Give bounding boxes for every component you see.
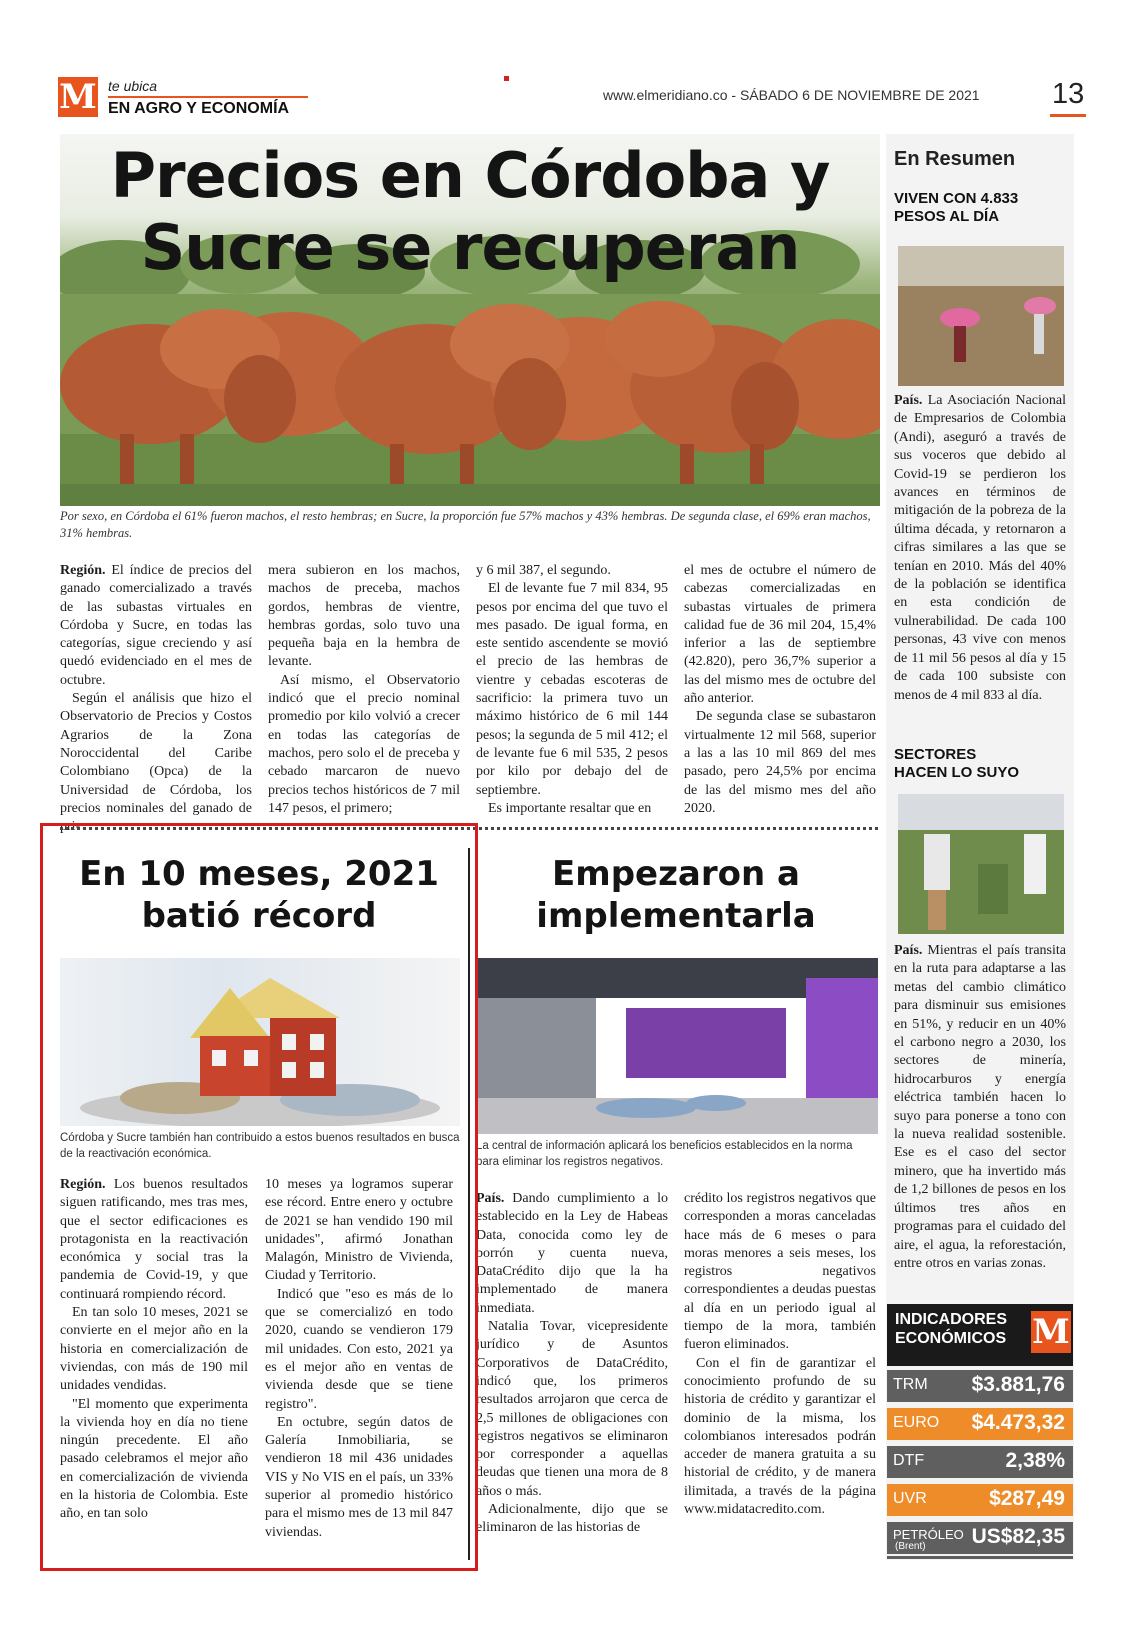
environment-illustration [898, 794, 1064, 934]
indicator-row-trm [887, 1370, 1073, 1402]
paragraph: y 6 mil 387, el segundo. [476, 563, 611, 578]
heading-line: VIVEN CON 4.833 [894, 190, 1019, 207]
indicator-name: EURO [893, 1414, 940, 1431]
paragraph: Dando cumplimiento a lo establecido en la Ley de Habeas Data, conocida como ley de borrón y cuenta nueva, DataCrédito dijo que la ha implementado de manera inmediata. [476, 1191, 668, 1316]
indicator-value: 2,38% [1005, 1449, 1065, 1472]
paragraph: Es importante resaltar que en [488, 800, 652, 816]
paragraph: Mientras el país transita en la ruta para adaptarse a las metas del cambio climático para disminuir sus emisiones en 51%, y reducir en un 40% el carbono negro a 2030, los sectores de minería, hidrocarburos y energía eléctrica también hacen lo suyo para ponerse a tono con la nueva realidad sostenible. Ese es el caso del sector minero, que ha invertido más de 1,2 billones de pesos en los últimos tres años en programas para el cuidado del aire, el agua, la reforestación, entre otros en varias zonas. [894, 943, 1066, 1271]
main-headline-line-1: Precios en Córdoba y [110, 139, 830, 212]
paragraph: Adicionalmente, dijo que se eliminaron de las historias de [476, 1502, 668, 1536]
indicator-value: $4.473,32 [971, 1411, 1065, 1434]
indicator-row-uvr [887, 1484, 1073, 1516]
indicator-value: US$82,35 [971, 1525, 1065, 1548]
right-story-headline [476, 853, 876, 937]
indicators-bottom-rule [887, 1556, 1073, 1559]
indicator-value: $3.881,76 [971, 1373, 1065, 1396]
main-photo-caption: Por sexo, en Córdoba el 61% fueron machos, el resto hembras; en Sucre, la proporción fue 57% machos y 43% hembras. De segunda clase, el 69% eran machos, 31% hembras. [60, 509, 871, 540]
right-headline-line-1: Empezaron a [552, 854, 800, 894]
paragraph: Indicó que "eso es más de lo que se comercializó en todo 2020, cuando se vendieron 179 mil unidades. Con esto, 2021 ya es el mejor año en ventas de vivienda desde que se tiene registro". [265, 1286, 453, 1412]
newspaper-logo: M [59, 77, 97, 117]
indicator-row-petroleo [887, 1522, 1073, 1554]
left-headline-line-1: En 10 meses, 2021 [79, 854, 439, 894]
heading-line: SECTORES [894, 746, 977, 763]
main-headline-line-2: Sucre se recuperan [140, 211, 800, 284]
indicator-row-dtf [887, 1446, 1073, 1478]
main-column-1 [60, 562, 252, 836]
paragraph: Así mismo, el Observatorio indicó que el precio nominal promedio por kilo volvió a crecer en todas las categorías de machos, pero solo el de preceba y cebado marcaron de nuevo precios techos históricos de 7 mil 147 pesos, el primero; [268, 672, 460, 816]
poverty-photo [898, 246, 1064, 386]
dateline-lead: País. [894, 943, 923, 958]
environment-photo [898, 794, 1064, 934]
dateline: www.elmeridiano.co - SÁBADO 6 DE NOVIEMBRE DE 2021 [603, 87, 980, 103]
indicator-name: PETRÓLEO [893, 1527, 964, 1542]
paragraph: Natalia Tovar, vicepresidente jurídico y de Asuntos Corporativos de DataCrédito, indicó que, los primeros resultados arrojaron que cerca de 2,5 millones de obligaciones con registros negativos se eliminaron por corresponder a aquellas deudas que tienen una mora de 8 años o más. [476, 1319, 668, 1499]
heading-line: PESOS AL DÍA [894, 208, 1000, 225]
poverty-illustration [898, 246, 1064, 386]
right-story-caption: La central de información aplicará los beneficios establecidos en la norma para eliminar los registros negativos. [476, 1140, 853, 1168]
indicator-subname: (Brent) [895, 1541, 926, 1552]
office-photo [476, 958, 878, 1134]
main-column-2 [268, 562, 460, 818]
paragraph: Según el análisis que hizo el Observatorio de Precios y Costos Agrarios de la Zona Noroccidental del Caribe Colombiano (Opca) de la Universidad de Córdoba, los precios nominales del ganado de pri- [60, 691, 252, 835]
indicator-name: TRM [893, 1376, 928, 1393]
sidebar-item-1-text [894, 392, 1066, 705]
indicators-title [895, 1310, 1007, 1348]
section-divider [108, 96, 308, 98]
paragraph: el mes de octubre el número de cabezas comercializadas en subastas virtuales de primera calidad fue de 36 mil 204, 15,4% inferior a las de septiembre (42.820), pero 36,7% superior a las del mismo mes de octubre del año anterior. [684, 563, 876, 707]
dateline-lead: Región. [60, 563, 106, 578]
left-headline-line-2: batió récord [141, 896, 377, 936]
sidebar-title: En Resumen [894, 148, 1016, 170]
red-mark [504, 76, 509, 81]
indicator-row-euro [887, 1408, 1073, 1440]
sidebar-item-2-heading [894, 746, 1066, 782]
page-number: 13 [1052, 78, 1085, 110]
indicators-title-line: ECONÓMICOS [895, 1330, 1007, 1347]
right-headline-line-2: implementarla [536, 896, 816, 936]
section-title: EN AGRO Y ECONOMÍA [108, 100, 290, 117]
paragraph: crédito los registros negativos que corresponden a moras canceladas hace más de 6 meses o para moras menores a seis meses, los registros negativos correspondientes a deudas puestas al día en un periodo igual al tiempo de la mora, también fueron eliminados. [684, 1191, 876, 1353]
paragraph: La Asociación Nacional de Empresarios de Colombia (Andi), aseguró a través de sus voceros que debido al Covid-19 se perdieron los avances en términos de mitigación de la pobreza de la última década, y retornaron a cifras similares a las que se tenían en 2010. Más del 40% de la población se identifica en esta condición de vulnerabilidad. De cada 100 personas, 43 vive con menos de 11 mil 56 pesos al día y 15 de cada 100 subsiste con menos de 4 mil 833 al día. [894, 393, 1066, 703]
paragraph: En octubre, según datos de Galería Inmobiliaria, se vendieron 18 mil 436 unidades VIS y No VIS en el país, un 33% superior al promedio histórico para el mismo mes de 13 mil 847 viviendas. [265, 1414, 453, 1540]
sidebar-item-1-heading [894, 190, 1066, 226]
dateline-lead: País. [894, 393, 923, 408]
main-column-3 [476, 562, 668, 818]
paragraph: mera subieron en los machos, machos de preceba, machos gordos, hembras de vientre, hembras gordas, solo tuvo una pequeña baja en la hembra de levante. [268, 563, 460, 670]
paragraph: En tan solo 10 meses, 2021 se convierte en el mejor año en la historia en comercialización de viviendas, con más de 190 mil unidades vendidas. [60, 1305, 248, 1394]
left-story-caption: Córdoba y Sucre también han contribuido a estos buenos resultados en busca de la reactivación económica. [60, 1132, 460, 1160]
right-story-column-1 [476, 1190, 668, 1538]
indicators-logo: M [1032, 1312, 1070, 1352]
office-illustration [476, 958, 878, 1134]
indicator-name: DTF [893, 1452, 925, 1469]
page-number-underline [1050, 114, 1086, 117]
main-headline [60, 140, 880, 284]
paragraph: El de levante fue 7 mil 834, 95 pesos por encima del que tuvo el mes pasado. De igual forma, en este sentido ascendente se movió el precio de las hembras de vientre y cebadas escoteras de sacrificio: la primera tuvo un máximo histórico de 6 mil 144 pesos; la segunda de 5 mil 412; el de levante fue 6 mil 535, 2 pesos por kilo por debajo del de septiembre. [476, 581, 668, 798]
heading-line: HACEN LO SUYO [894, 764, 1020, 781]
paragraph: De segunda clase se subastaron virtualmente 12 mil 568, superior a las a las 10 mil 869 del mes pasado, pero 24,5% por encima de las del mismo mes del año 2020. [684, 709, 876, 816]
indicator-value: $287,49 [989, 1487, 1065, 1510]
paragraph: 10 meses ya logramos superar ese récord. Entre enero y octubre de 2021 se han vendido 190 mil unidades", afirmó Jonathan Malagón, Ministro de Vivienda, Ciudad y Territorio. [265, 1177, 453, 1284]
right-story-column-2 [684, 1190, 876, 1519]
paragraph: Los buenos resultados siguen ratificando, mes tras mes, que el sector edificaciones es protagonista en la reactivación económica y social tras la pandemia de Covid-19, y que continuará rompiendo récord. [60, 1177, 248, 1302]
indicators-title-line: INDICADORES [895, 1311, 1008, 1328]
paragraph: "El momento que experimenta la vivienda hoy en día no tiene ningún precedente. El año pasado celebramos el mejor año en comercialización de vivienda en la historia de Colombia. Este año, en tan solo [60, 1396, 248, 1522]
paragraph: Con el fin de garantizar el conocimiento profundo de su historia de crédito y garantizar el dominio de la misma, los colombianos interesados podrán acceder de manera gratuita a su historial de crédito, y de manera ilimitada, a través de la página www.midatacredito.com. [684, 1355, 876, 1518]
indicator-name: UVR [893, 1490, 927, 1507]
dateline-lead: País. [476, 1191, 505, 1206]
main-column-4 [684, 562, 876, 818]
highlight-frame [40, 823, 478, 1571]
dateline-lead: Región. [60, 1177, 106, 1192]
tagline: te ubica [108, 78, 158, 94]
paragraph: El índice de precios del ganado comercializado a través de las subastas virtuales en Córdoba y Sucre, en todas las categorías, sigue creciendo y así quedó evidenciado en el mes de octubre. [60, 563, 252, 688]
sidebar-item-2-text [894, 942, 1066, 1273]
